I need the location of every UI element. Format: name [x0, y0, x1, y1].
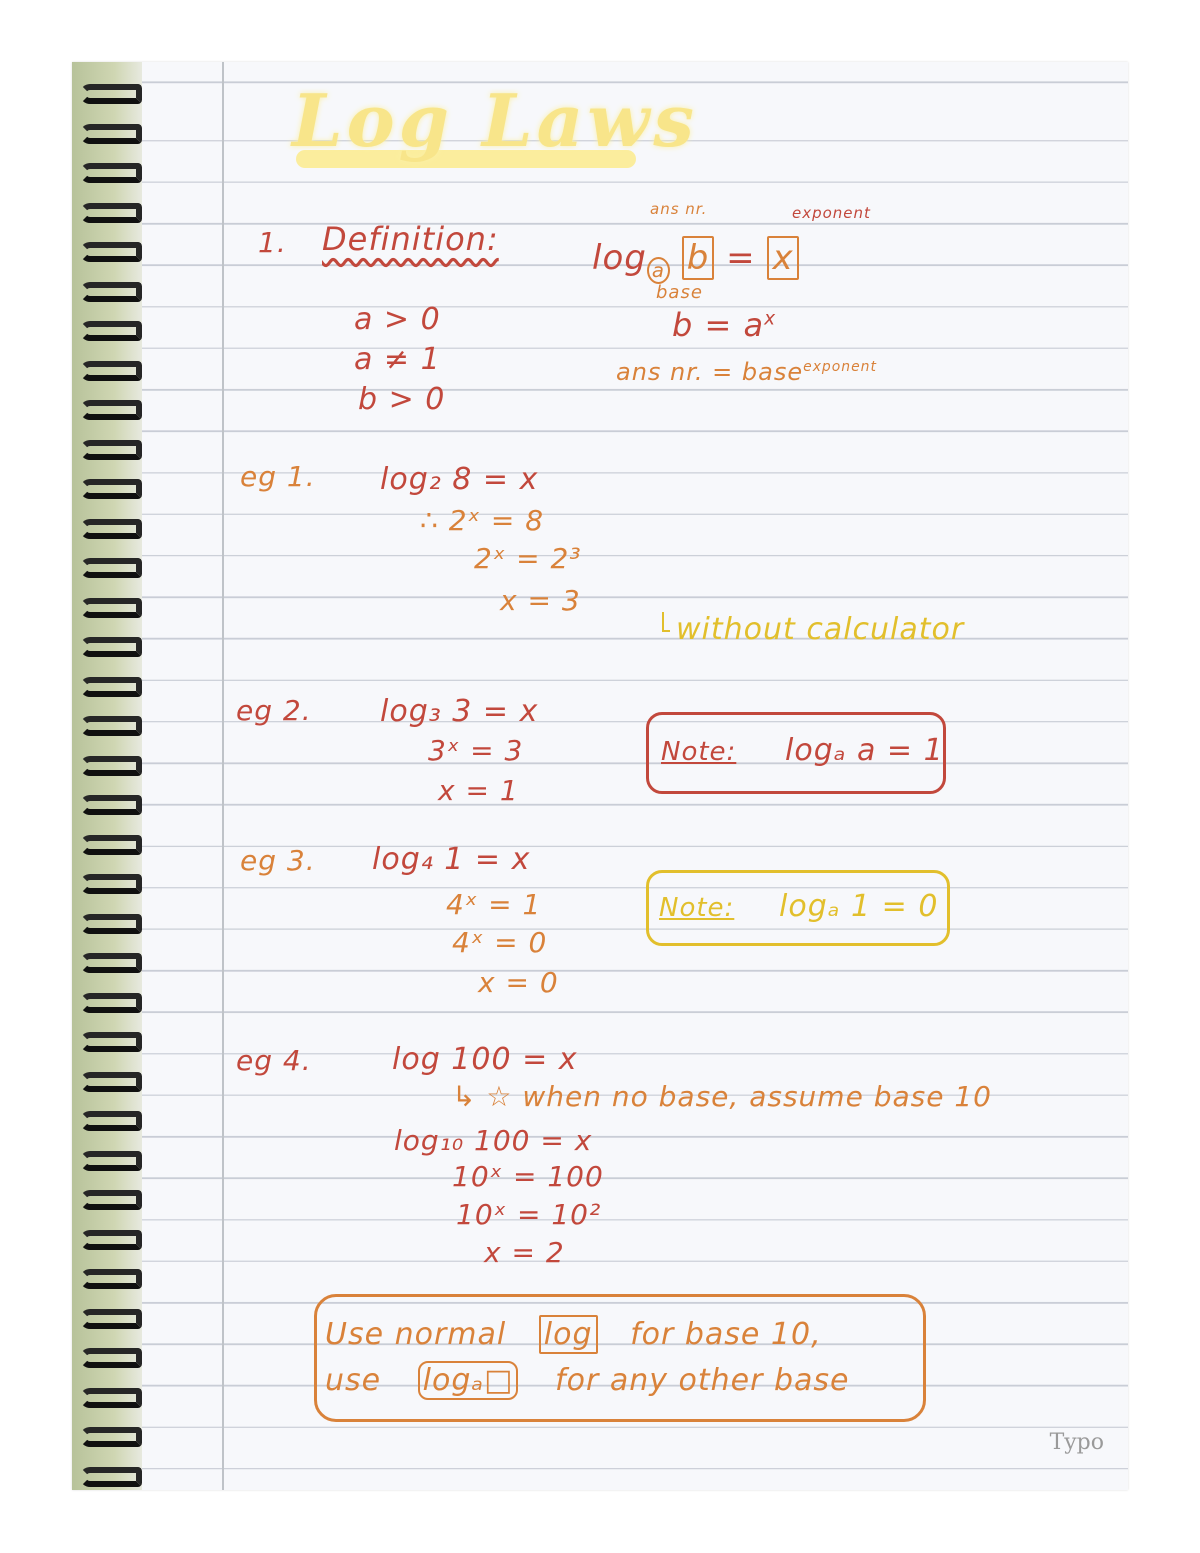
- spiral-coil: [80, 756, 142, 776]
- summary-line-1-end: for base 10,: [630, 1317, 822, 1352]
- note-callout-log-a-a: [646, 712, 946, 794]
- spiral-coil: [80, 440, 142, 460]
- typo-watermark: Typo: [1049, 1430, 1104, 1455]
- spiral-coil: [80, 637, 142, 657]
- formula-arg: b: [682, 236, 715, 280]
- formula-result: x: [767, 236, 798, 280]
- spiral-coil: [80, 558, 142, 578]
- spiral-coil: [80, 914, 142, 934]
- note-callout-log-a-1: [646, 870, 950, 946]
- spiral-coil: [80, 1388, 142, 1408]
- spiral-coil: [80, 124, 142, 144]
- spiral-coil: [80, 84, 142, 104]
- example-4-line-4: 10ˣ = 100: [452, 1160, 604, 1193]
- label-exponent: exponent: [792, 204, 871, 222]
- without-calculator-text: without calculator: [676, 612, 965, 647]
- example-3-label: eg 3.: [240, 844, 316, 877]
- summary-line-2: [325, 1363, 849, 1398]
- summary-log-box: log: [539, 1315, 598, 1354]
- spiral-coil: [80, 1309, 142, 1329]
- exp-form-sup: x: [764, 308, 777, 330]
- spiral-coil: [80, 203, 142, 223]
- spiral-coil: [80, 598, 142, 618]
- spiral-coil: [80, 1269, 142, 1289]
- spiral-coil: [80, 1467, 142, 1487]
- words-form-lhs: ans nr. = base: [616, 358, 804, 386]
- spiral-coil: [80, 677, 142, 697]
- spiral-coil: [80, 163, 142, 183]
- example-1-line-1: log₂ 8 = x: [380, 462, 539, 497]
- spiral-coil: [80, 1230, 142, 1250]
- formula-log: log: [592, 238, 647, 278]
- words-form: [616, 358, 877, 386]
- example-2-line-3: x = 1: [438, 774, 519, 807]
- spiral-coil: [80, 874, 142, 894]
- spiral-coil: [80, 716, 142, 736]
- exp-form-lhs: b = a: [672, 306, 765, 344]
- example-1-line-2: ∴ 2ˣ = 8: [420, 504, 545, 537]
- example-1-label: eg 1.: [240, 460, 316, 493]
- summary-line-1-start: Use normal: [325, 1317, 507, 1352]
- spiral-coil: [80, 953, 142, 973]
- spiral-coil: [80, 479, 142, 499]
- spiral-coil: [80, 1427, 142, 1447]
- note-arrow: [662, 612, 670, 632]
- example-4-label: eg 4.: [236, 1044, 312, 1077]
- spiral-coil: [80, 1111, 142, 1131]
- spiral-coil: [80, 400, 142, 420]
- words-form-sup: exponent: [803, 359, 877, 375]
- example-3-line-4: x = 0: [478, 966, 559, 999]
- spiral-coil: [80, 519, 142, 539]
- spiral-coil: [80, 795, 142, 815]
- definition-formula: [592, 238, 799, 282]
- spiral-coil: [80, 993, 142, 1013]
- spiral-coil: [80, 1032, 142, 1052]
- example-4-line-6: x = 2: [484, 1236, 565, 1269]
- example-4-line-5: 10ˣ = 10²: [456, 1198, 602, 1231]
- summary-line-2-start: use: [325, 1363, 382, 1398]
- note-label: Note:: [659, 893, 735, 923]
- spiral-coil: [80, 1348, 142, 1368]
- condition-b-positive: b > 0: [358, 382, 446, 417]
- condition-a-positive: a > 0: [354, 302, 441, 337]
- definition-number: 1.: [258, 226, 287, 259]
- note-label: Note:: [661, 737, 737, 767]
- label-ans-nr: ans nr.: [650, 200, 708, 218]
- example-4-line-1: log 100 = x: [392, 1042, 578, 1077]
- spiral-coil: [80, 1072, 142, 1092]
- spiral-coil: [80, 282, 142, 302]
- margin-line: [222, 62, 224, 1490]
- example-1-line-3: 2ˣ = 2³: [474, 542, 582, 575]
- note-formula: logₐ 1 = 0: [779, 889, 939, 924]
- summary-log-a-box: logₐ□: [418, 1361, 519, 1400]
- summary-box: [314, 1294, 926, 1422]
- example-2-line-2: 3ˣ = 3: [428, 734, 524, 767]
- spiral-coil: [80, 1190, 142, 1210]
- example-2-line-1: log₃ 3 = x: [380, 694, 539, 729]
- exponential-form: [672, 306, 776, 344]
- spiral-binding: [72, 62, 142, 1490]
- summary-line-2-end: for any other base: [555, 1363, 850, 1398]
- spiral-coil: [80, 361, 142, 381]
- example-2-label: eg 2.: [236, 694, 312, 727]
- example-3-line-3: 4ˣ = 0: [452, 926, 548, 959]
- spiral-coil: [80, 835, 142, 855]
- without-calculator-note: [662, 612, 964, 647]
- page-title: Log Laws: [292, 78, 698, 163]
- example-3-line-1: log₄ 1 = x: [372, 842, 531, 877]
- example-1-line-4: x = 3: [500, 584, 581, 617]
- definition-heading: Definition:: [322, 220, 499, 258]
- formula-base: a: [647, 257, 670, 284]
- spiral-coil: [80, 321, 142, 341]
- condition-a-not-one: a ≠ 1: [354, 342, 441, 377]
- formula-equals: =: [726, 238, 756, 278]
- spiral-coil: [80, 1151, 142, 1171]
- example-4-line-3: log₁₀ 100 = x: [394, 1124, 593, 1157]
- note-formula: logₐ a = 1: [785, 733, 944, 768]
- label-base: base: [656, 282, 703, 303]
- example-3-line-2: 4ˣ = 1: [446, 888, 542, 921]
- example-4-line-2: ↳ ☆ when no base, assume base 10: [452, 1080, 992, 1113]
- spiral-coil: [80, 242, 142, 262]
- summary-line-1: [325, 1317, 822, 1352]
